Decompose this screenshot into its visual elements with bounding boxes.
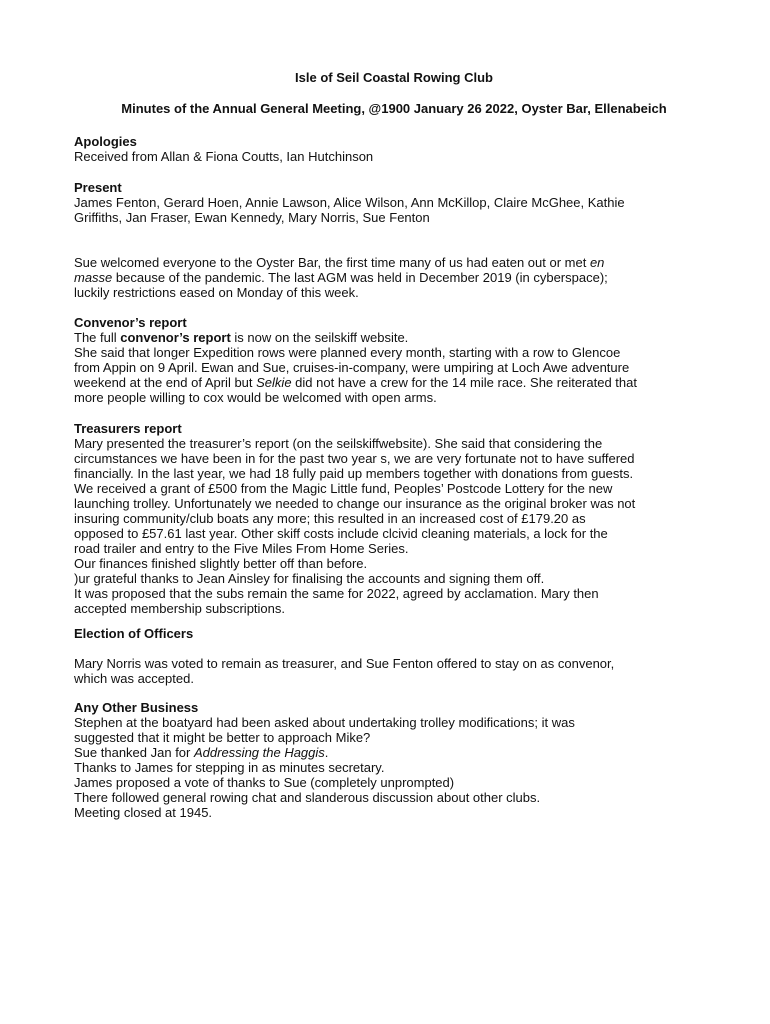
election-section xyxy=(74,626,714,641)
convenor-bold: convenor’s report xyxy=(120,330,231,345)
convenor-line: She said that longer Expedition rows were planned every month, starting with a row to Glencoe xyxy=(74,345,621,360)
treasurer-line: Our finances finished slightly better off than before. xyxy=(74,556,368,571)
welcome-italic: en xyxy=(589,255,605,270)
treasurer-line: financially. In the last year, we had 18 fully paid up members together with donations from guests. xyxy=(74,466,634,481)
aob-italic: Addressing the Haggis xyxy=(193,745,325,760)
convenor-line xyxy=(74,375,714,390)
aob-line: There followed general rowing chat and slanderous discussion about other clubs. xyxy=(74,790,541,805)
welcome-line xyxy=(74,255,714,270)
present-line: Griffiths, Jan Fraser, Ewan Kennedy, Mary Norris, Sue Fenton xyxy=(74,210,430,225)
aob-section xyxy=(74,700,714,820)
convenor-line: from Appin on 9 April. Ewan and Sue, cruises-in-company, were umpiring at Loch Awe adventure xyxy=(74,360,630,375)
welcome-text: Sue welcomed everyone to the Oyster Bar, the first time many of us had eaten out or met xyxy=(74,255,590,270)
welcome-line: luckily restrictions eased on Monday of this week. xyxy=(74,285,359,300)
aob-text: . xyxy=(324,745,329,760)
present-section xyxy=(74,180,714,225)
apologies-text: Received from Allan & Fiona Coutts, Ian Hutchinson xyxy=(74,149,374,164)
aob-line: Meeting closed at 1945. xyxy=(74,805,213,820)
convenor-line: more people willing to cox would be welcomed with open arms. xyxy=(74,390,437,405)
welcome-text: because of the pandemic. The last AGM was held in December 2019 (in cyberspace); xyxy=(112,270,608,285)
apologies-heading: Apologies xyxy=(74,134,137,149)
aob-line xyxy=(74,745,714,760)
club-title: Isle of Seil Coastal Rowing Club xyxy=(295,70,493,85)
aob-line: James proposed a vote of thanks to Sue (completely unprompted) xyxy=(74,775,455,790)
convenor-section xyxy=(74,315,714,405)
aob-text: Sue thanked Jan for xyxy=(74,745,194,760)
election-line: which was accepted. xyxy=(74,671,194,686)
present-line: James Fenton, Gerard Hoen, Annie Lawson, Alice Wilson, Ann McKillop, Claire McGhee, Kathie xyxy=(74,195,625,210)
aob-line: Thanks to James for stepping in as minutes secretary. xyxy=(74,760,385,775)
aob-line: Stephen at the boatyard had been asked about undertaking trolley modifications; it was xyxy=(74,715,575,730)
treasurer-line: opposed to £57.61 last year. Other skiff costs include clcivid cleaning materials, a lock for the xyxy=(74,526,608,541)
convenor-text: is now on the seilskiff website. xyxy=(230,330,409,345)
convenor-text: weekend at the end of April but xyxy=(74,375,257,390)
convenor-text: did not have a crew for the 14 mile race. She reiterated that xyxy=(291,375,637,390)
present-heading: Present xyxy=(74,180,122,195)
apologies-section xyxy=(74,134,714,164)
treasurer-heading: Treasurers report xyxy=(74,421,182,436)
election-heading: Election of Officers xyxy=(74,626,194,641)
treasurer-section xyxy=(74,421,714,616)
treasurer-line: road trailer and entry to the Five Miles From Home Series. xyxy=(74,541,409,556)
convenor-line xyxy=(74,330,714,345)
treasurer-line: insuring community/club boats any more; this resulted in an increased cost of £179.20 as xyxy=(74,511,586,526)
treasurer-line: circumstances we have been in for the past two year s, we are very fortunate not to have suffered xyxy=(74,451,635,466)
welcome-line xyxy=(74,270,714,285)
treasurer-line: )ur grateful thanks to Jean Ainsley for finalising the accounts and signing them off. xyxy=(74,571,545,586)
welcome-paragraph xyxy=(74,255,714,300)
welcome-italic: masse xyxy=(74,270,113,285)
meeting-title: Minutes of the Annual General Meeting, @1900 January 26 2022, Oyster Bar, Ellenabeich xyxy=(121,101,667,116)
election-line: Mary Norris was voted to remain as treasurer, and Sue Fenton offered to stay on as convenor, xyxy=(74,656,615,671)
treasurer-line: accepted membership subscriptions. xyxy=(74,601,285,616)
treasurer-line: It was proposed that the subs remain the same for 2022, agreed by acclamation. Mary then xyxy=(74,586,599,601)
convenor-italic: Selkie xyxy=(256,375,292,390)
convenor-heading: Convenor’s report xyxy=(74,315,187,330)
election-paragraph xyxy=(74,656,714,686)
convenor-text: The full xyxy=(74,330,121,345)
treasurer-line: launching trolley. Unfortunately we needed to change our insurance as the original broker was not xyxy=(74,496,636,511)
treasurer-line: Mary presented the treasurer’s report (on the seilskiffwebsite). She said that considering the xyxy=(74,436,603,451)
aob-heading: Any Other Business xyxy=(74,700,199,715)
aob-line: suggested that it might be better to approach Mike? xyxy=(74,730,371,745)
treasurer-line: We received a grant of £500 from the Magic Little fund, Peoples’ Postcode Lottery for the new xyxy=(74,481,613,496)
